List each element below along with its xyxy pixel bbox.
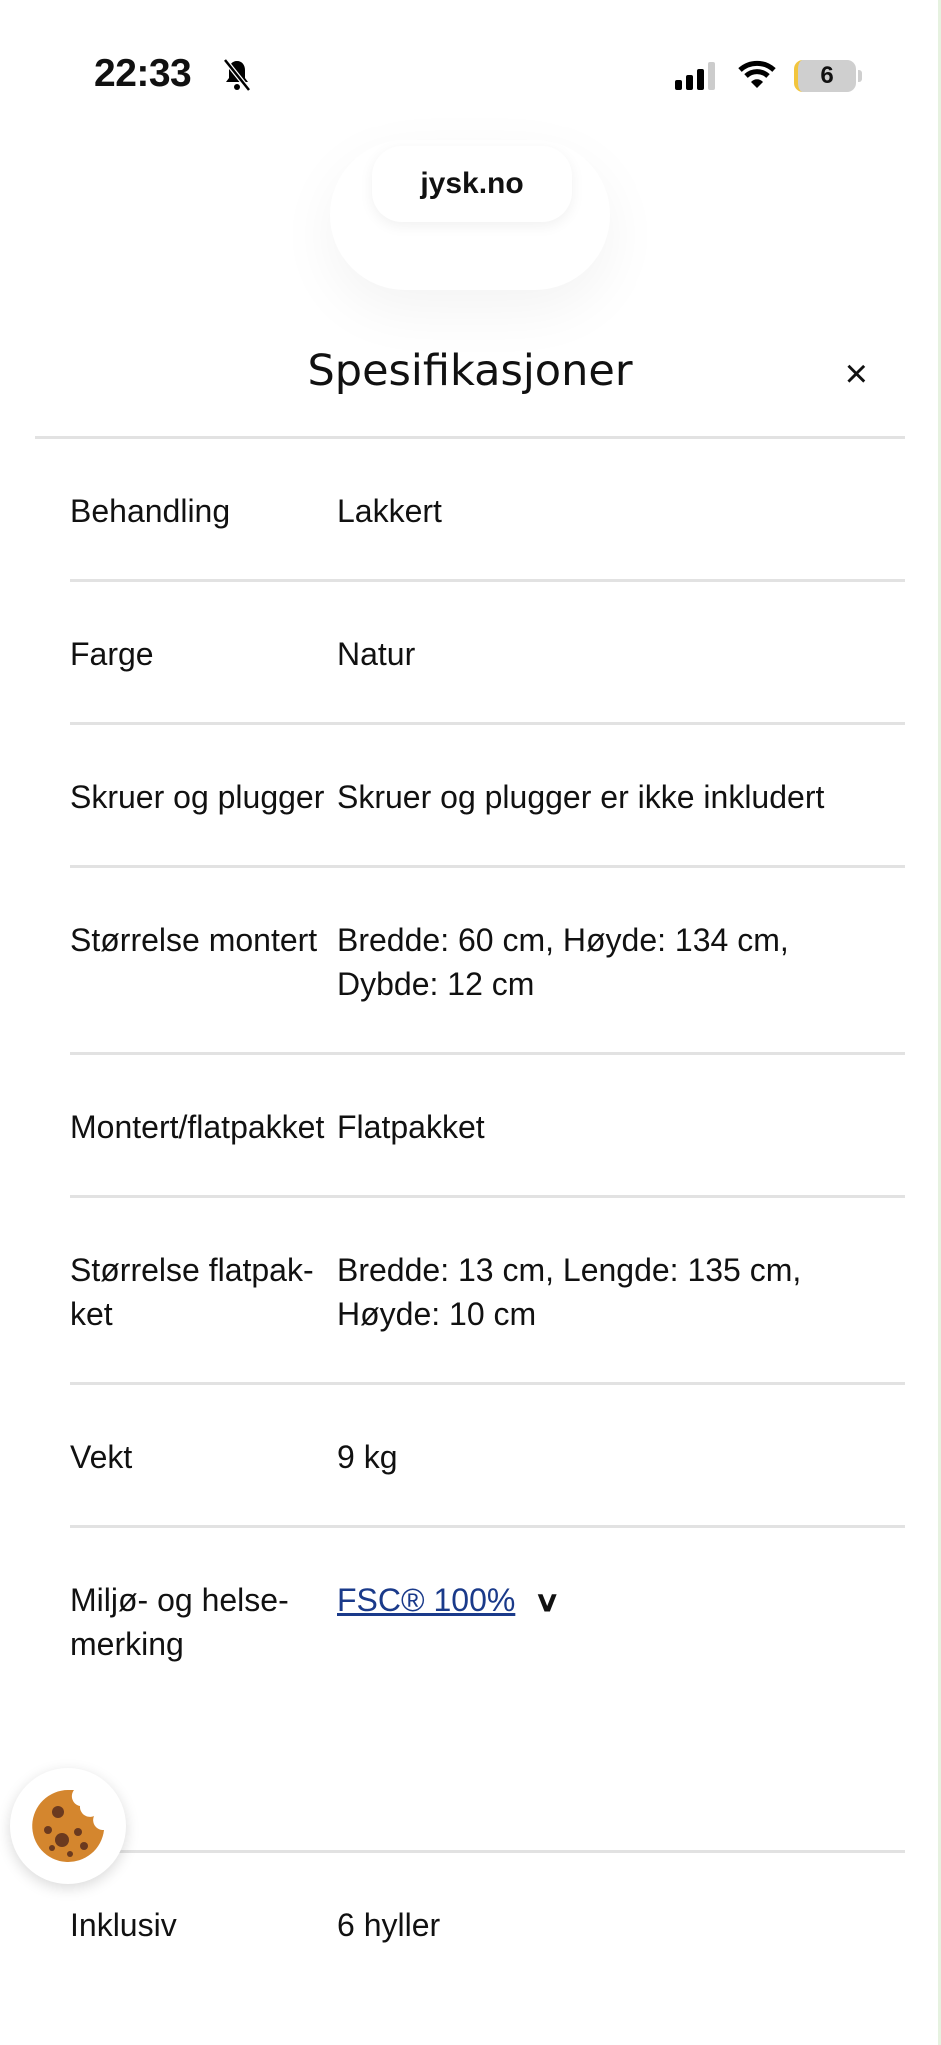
chevron-down-icon[interactable]: ∨: [534, 1586, 561, 1617]
status-bar: [0, 0, 941, 120]
spec-row: [70, 439, 905, 582]
spec-label: Miljø- og helsemerking: [70, 1582, 289, 1662]
spec-label: Inklusiv: [70, 1907, 177, 1943]
close-icon[interactable]: ×: [844, 352, 868, 396]
spec-value: Bredde: 13 cm, Lengde: 135 cm, Høyde: 10 cm: [337, 1252, 802, 1332]
spec-row: [70, 868, 905, 1055]
battery-tip: [858, 70, 862, 82]
status-time: 22:33: [94, 52, 192, 95]
spec-value: Natur: [337, 636, 416, 672]
spec-row: [70, 1198, 905, 1385]
spec-value: Bredde: 60 cm, Høyde: 134 cm, Dybde: 12 cm: [337, 922, 789, 1002]
silent-bell-icon: [222, 58, 252, 92]
spec-label: Behandling: [70, 493, 231, 529]
cookie-icon: [10, 1768, 126, 1884]
spec-label: Skruer og plugger: [70, 779, 325, 815]
spec-row: [70, 1528, 905, 1853]
spec-label: Vekt: [70, 1439, 133, 1475]
cookie-settings-button[interactable]: [10, 1768, 126, 1884]
specifications-table: [70, 439, 905, 1957]
spec-row: [70, 1853, 905, 1957]
modal-header: [35, 330, 905, 439]
spec-label: Montert/flatpakket: [70, 1109, 325, 1145]
spec-row: [70, 1385, 905, 1528]
battery-icon: 6: [794, 60, 856, 92]
cellular-signal-icon: [675, 62, 715, 90]
spec-value: 9 kg: [337, 1439, 398, 1475]
spec-value: Flatpakket: [337, 1109, 485, 1145]
spec-label: Størrelse flatpakket: [70, 1252, 314, 1332]
spec-value: Skruer og plugger er ikke inkludert: [337, 779, 825, 815]
url-bar[interactable]: jysk.no: [372, 146, 572, 222]
spec-row: [70, 582, 905, 725]
spec-value: 6 hyller: [337, 1907, 441, 1943]
spec-row: [70, 1055, 905, 1198]
wifi-icon: [738, 58, 776, 90]
spec-label: Farge: [70, 636, 154, 672]
spec-row: [70, 725, 905, 868]
modal-title: Spesifikasjoner: [307, 346, 633, 396]
spec-label: Størrelse montert: [70, 922, 318, 958]
fsc-link[interactable]: FSC® 100%: [337, 1582, 516, 1618]
spec-value: [337, 1578, 870, 1666]
spec-value: Lakkert: [337, 493, 442, 529]
